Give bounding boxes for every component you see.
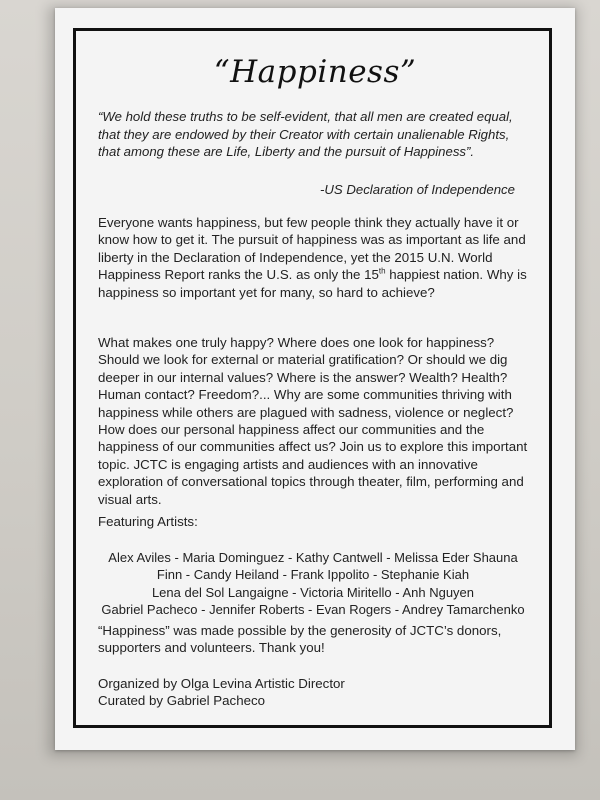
intro-paragraph	[98, 214, 530, 301]
artists-line: Finn - Candy Heiland - Frank Ippolito - Stephanie Kiah	[156, 567, 470, 583]
poster-title: “Happiness”	[213, 54, 417, 90]
featuring-artists-heading: Featuring Artists:	[98, 514, 198, 529]
questions-paragraph: What makes one truly happy? Where does one look for happiness? Should we look for external or material gratification? Or should we dig deeper in our internal values? Where is the answer? Wealth? Health? Human contact? Freedom?... Why are some communities thriving with happiness while others are plagued with sadness, violence or neglect? How does our personal happiness affect our communities and the happiness of our communities affect us? Join us to explore this important topic. JCTC is engaging artists and audiences with an innovative exploration of conversational topics through theater, film, performing and visual arts.	[98, 335, 528, 507]
poster	[55, 8, 575, 750]
artists-line: Alex Aviles - Maria Dominguez - Kathy Cantwell - Melissa Eder Shauna	[108, 550, 518, 565]
organizer-credit: Organized by Olga Levina Artistic Director	[98, 676, 345, 691]
credits	[98, 675, 345, 710]
artists-line: Gabriel Pacheco - Jennifer Roberts - Evan Rogers - Andrey Tamarchenko	[101, 602, 525, 618]
artists-list	[93, 549, 533, 619]
declaration-quote: “We hold these truths to be self-evident, that all men are created equal, that they are endowed by their Creator with certain unalienable Rights, that among these are Life, Liberty and the pursuit of Happiness”.	[98, 109, 513, 159]
curator-credit: Curated by Gabriel Pacheco	[98, 693, 266, 709]
intro-paragraph-text-b: happiest nation. Why is happiness so important yet for many, so hard to achieve?	[98, 267, 527, 300]
quote-attribution: -US Declaration of Independence	[319, 182, 515, 197]
intro-paragraph-text-a: Everyone wants happiness, but few people think they actually have it or know how to get it. The pursuit of happiness was as important as life and liberty in the Declaration of Independence, yet the 2015 U.N. World Happiness Report ranks the U.S. as only the 15	[98, 215, 526, 283]
artists-line: Lena del Sol Langaigne - Victoria Miritello - Anh Nguyen	[151, 584, 475, 600]
thanks-note: “Happiness” was made possible by the generosity of JCTC’s donors, supporters and volunteers. Thank you!	[98, 623, 502, 656]
ordinal-suffix: th	[378, 266, 386, 276]
